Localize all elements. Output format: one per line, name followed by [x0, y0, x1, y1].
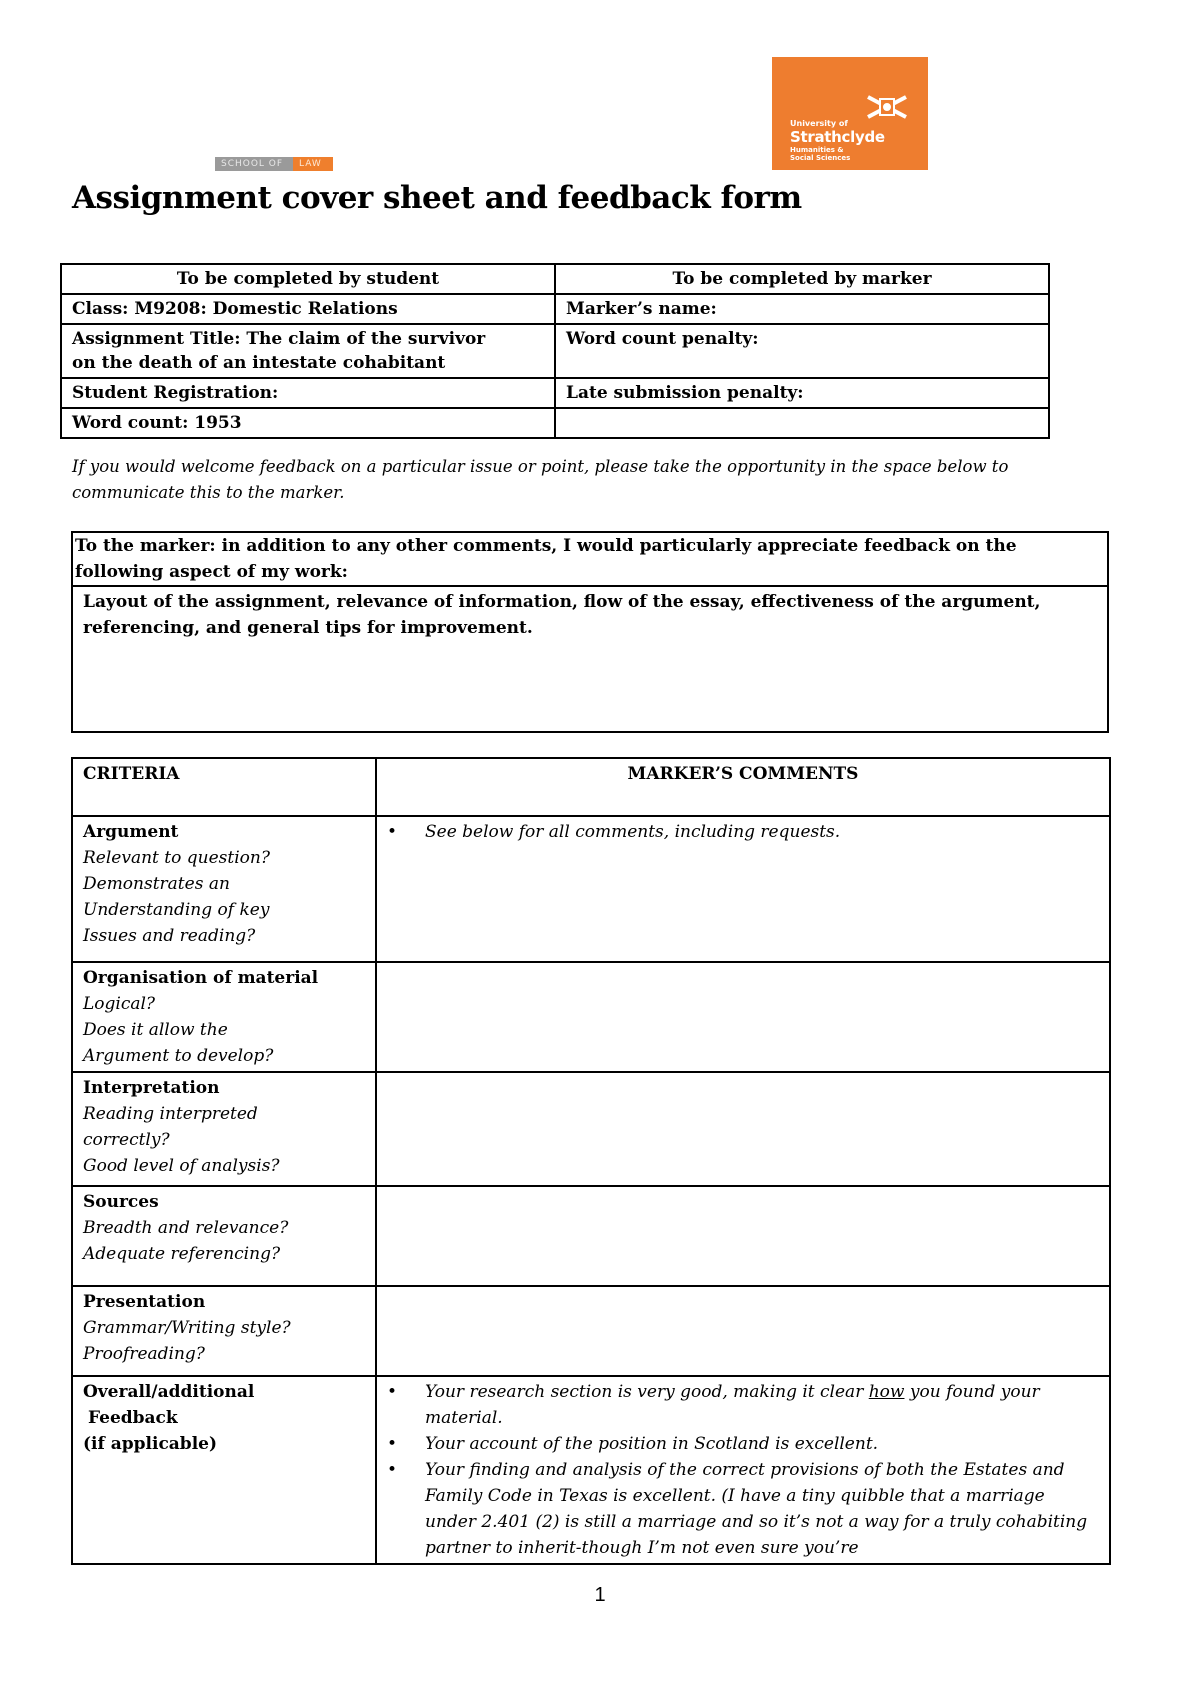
comment-item: • Your account of the position in Scotland is excellent. — [425, 1431, 1099, 1457]
assignment-title-line-2: on the death of an intestate cohabitant — [72, 353, 446, 373]
request-heading: To the marker: in addition to any other comments, I would particularly appreciate feedback on the following aspect of my work: — [72, 532, 1108, 586]
assignment-title-cell — [61, 324, 555, 378]
criteria-prompt: correctly? — [83, 1130, 170, 1150]
info-table — [60, 263, 1050, 439]
criteria-name: Interpretation — [83, 1078, 220, 1098]
page-number: 1 — [594, 1584, 606, 1606]
class-cell: Class: M9208: Domestic Relations — [61, 294, 555, 324]
logo-line-2: Strathclyde — [790, 128, 885, 146]
criteria-prompt: Grammar/Writing style? — [83, 1318, 291, 1338]
criteria-prompt: Does it allow the — [83, 1020, 228, 1040]
late-submission-penalty-cell: Late submission penalty: — [555, 378, 1049, 408]
criteria-prompt: Issues and reading? — [83, 926, 256, 946]
request-text: Layout of the assignment, relevance of information, flow of the essay, effectiveness of the argument, referencing, and general tips for improvement. — [72, 586, 1108, 732]
criteria-prompt: Good level of analysis? — [83, 1156, 280, 1176]
word-count-cell: Word count: 1953 — [61, 408, 555, 438]
criteria-overall — [72, 1376, 376, 1564]
criteria-prompt: Understanding of key — [83, 900, 270, 920]
comment-item — [425, 1379, 1099, 1431]
criteria-name: Sources — [83, 1192, 159, 1212]
criteria-name: Organisation of material — [83, 968, 319, 988]
criteria-prompt: Breadth and relevance? — [83, 1218, 289, 1238]
feedback-note: If you would welcome feedback on a particular issue or point, please take the opportunity in the space below to communicate this to the marker. — [72, 457, 1009, 502]
comment-1-a: Your research section is very good, making it clear — [425, 1382, 869, 1402]
marker-header: To be completed by marker — [555, 264, 1049, 294]
criteria-prompt: Proofreading? — [83, 1344, 205, 1364]
logo-line-3b: Social Sciences — [790, 154, 851, 162]
argument-comments — [376, 816, 1110, 962]
crest-icon — [864, 93, 910, 121]
student-header: To be completed by student — [61, 264, 555, 294]
comment-item: • Your finding and analysis of the correct provisions of both the Estates and Family Code in Texas is excellent. (I have a tiny quibble that a marriage under 2.401 (2) is still a marriage and so it’s not a way for a truly cohabiting partner to inherit-though I’m not even sure you’re — [425, 1457, 1099, 1561]
page-title: Assignment cover sheet and feedback form — [72, 180, 802, 216]
criteria-prompt: Adequate referencing? — [83, 1244, 281, 1264]
overall-line-2: Feedback — [88, 1408, 178, 1428]
overall-line-3: (if applicable) — [83, 1434, 218, 1454]
criteria-name: Presentation — [83, 1292, 206, 1312]
school-of-law-bar — [215, 157, 333, 171]
logo-line-3 — [790, 146, 910, 162]
comments-header: MARKER’S COMMENTS — [376, 758, 1110, 816]
criteria-sources — [72, 1186, 376, 1286]
criteria-prompt: Relevant to question? — [83, 848, 270, 868]
criteria-prompt: Argument to develop? — [83, 1046, 274, 1066]
marker-name-cell: Marker’s name: — [555, 294, 1049, 324]
presentation-comments — [376, 1286, 1110, 1376]
logo-line-1: University of — [790, 119, 848, 128]
criteria-table — [71, 757, 1111, 1565]
comment-1-b: you found your material. — [425, 1382, 1040, 1428]
organisation-comments — [376, 962, 1110, 1072]
criteria-presentation — [72, 1286, 376, 1376]
criteria-argument — [72, 816, 376, 962]
criteria-interpretation — [72, 1072, 376, 1186]
interpretation-comments — [376, 1072, 1110, 1186]
school-label: SCHOOL OF — [215, 157, 293, 171]
student-registration-cell: Student Registration: — [61, 378, 555, 408]
criteria-prompt: Demonstrates an — [83, 874, 230, 894]
law-label: LAW — [293, 157, 333, 171]
feedback-request-box — [71, 531, 1109, 733]
comment-item: • See below for all comments, including requests. — [425, 819, 1099, 845]
criteria-prompt: Logical? — [83, 994, 156, 1014]
comment-1-underline: how — [868, 1382, 905, 1402]
overall-line-1: Overall/additional — [83, 1382, 255, 1402]
criteria-name: Argument — [83, 822, 179, 842]
criteria-organisation — [72, 962, 376, 1072]
assignment-title-line-1: Assignment Title: The claim of the survivor — [72, 329, 486, 349]
criteria-prompt: Reading interpreted — [83, 1104, 258, 1124]
word-count-penalty-cell: Word count penalty: — [555, 324, 1049, 378]
logo-line-3a: Humanities & — [790, 146, 844, 154]
criteria-header: CRITERIA — [72, 758, 376, 816]
sources-comments — [376, 1186, 1110, 1286]
overall-comments — [376, 1376, 1110, 1564]
empty-cell — [555, 408, 1049, 438]
strathclyde-logo — [772, 57, 928, 170]
